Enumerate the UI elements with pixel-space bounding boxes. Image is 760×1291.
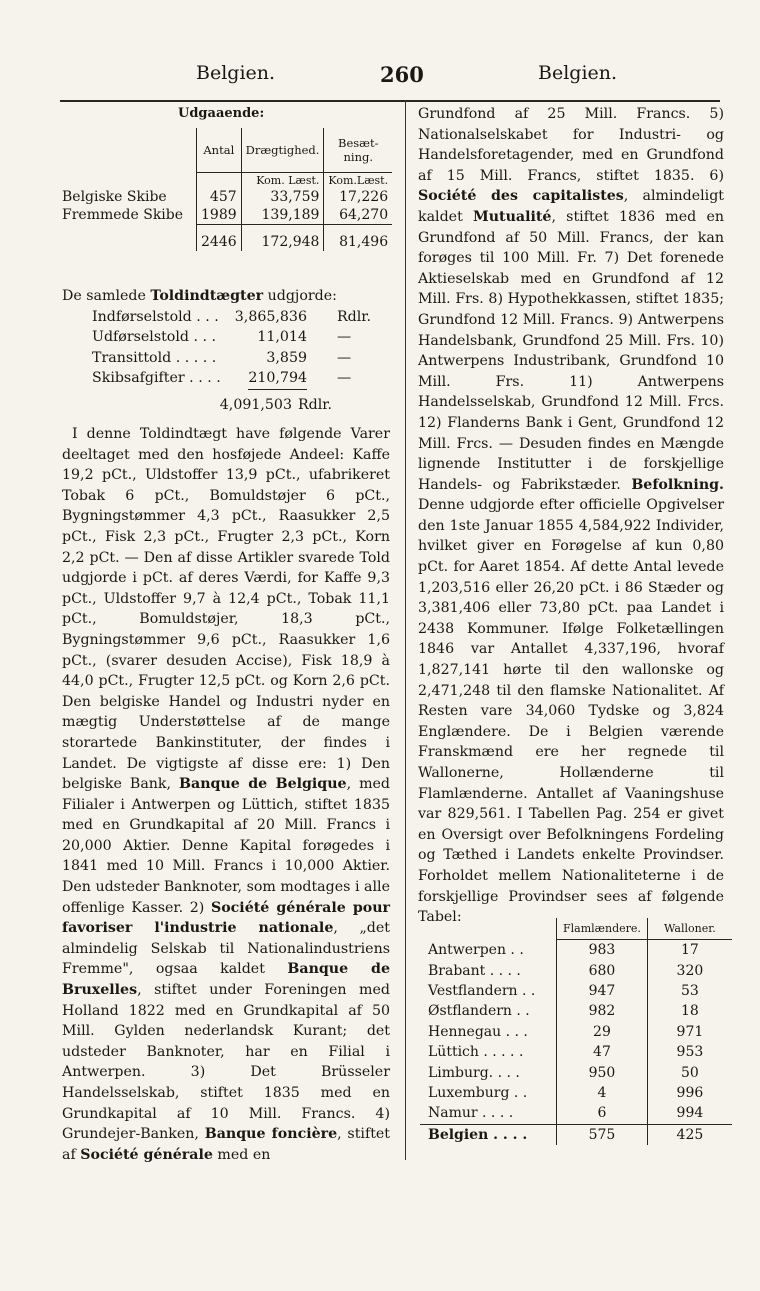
tonnage-header-row (62, 128, 392, 173)
customs-total: 4,091,503 Rdlr. (219, 396, 333, 413)
customs-item: Transittold . . . . . 3,859 — (92, 349, 352, 366)
province-row: Antwerpen . . 983 17 (420, 940, 732, 961)
draegtighed-value: 139,189 (241, 206, 324, 225)
col-besaetning: Besæt-ning. (324, 128, 392, 173)
province-row: Hennegau . . . 29 971 (420, 1022, 732, 1042)
province-row: Luxemburg . . 4 996 (420, 1083, 732, 1103)
besaetning-value: 17,226 (324, 188, 392, 206)
running-head-right: Belgien. (538, 62, 618, 84)
right-body-text: Grundfond af 25 Mill. Francs. 5) Nationalselskabet for Industri- og Handelsforetagender, med en Grundfond af 15 Mill. Francs, stiftet 1835. 6) Société des capitalistes, almindeligt kaldet Mutualité, stiftet 1836 med en Grundfond af 50 Mill. Francs, der kan forøges til 100 Mill. Fr. 7) Det forenede Aktieselskab med en Grundfond af 12 Mill. Frs. 8) Hypothekkassen, stiftet 1835; Grundfond 12 Mill. Francs. 9) Antwerpens Handelsbank, Grundfond 25 Mill. Frs. 10) Antwerpens Industribank, Grundfond 10 Mill. Frs. 11) Antwerpens Handelsselskab, Grundfond 12 Mill. Frcs. 12) Flanderns Bank i Gent, Grundfond 12 Mill. Frcs. — Desuden findes en Mængde lignende Institutter i de forskjellige Handels- og Fabrikstæder. Befolkning. Denne udgjorde efter officielle Opgivelser den 1ste Januar 1855 4,584,922 Individer, hvilket giver en Forøgelse af kun 0,80 pCt. for Aaret 1854. Af dette Antal levede 1,203,516 eller 26,20 pCt. i 86 Stæder og 3,381,406 eller 73,80 pCt. paa Landet i 2438 Kommuner. Ifølge Folketællingen 1846 var Antallet 4,337,196, hvoraf 1,827,141 hørte til den wallonske og 2,471,248 til den flamske Nationalitet. Af Resten vare 34,060 Tydske og 3,824 Englændere. De i Belgien værende Franskmænd ere her regnede til Wallonerne, Hollænderne til Flamlænderne. Antallet af Vaaningshuse var 829,561. I Tabellen Pag. 254 er givet en Oversigt over Befolkningens Fordeling og Tæthed i Landets enkelte Provindser. Forholdet mellem Nationaliteterne i de forskjellige Provindser sees af følgende Tabel: (418, 106, 724, 926)
province-row: Vestflandern . . 947 53 (420, 981, 732, 1001)
tonnage-units-row (62, 173, 392, 189)
besaetning-total: 81,496 (324, 233, 392, 251)
ship-label: Fremmede Skibe (62, 207, 184, 224)
province-row: Lüttich . . . . . 47 953 (420, 1042, 732, 1062)
tonnage-table (62, 128, 392, 251)
unit-kom-laest: Kom. Læst. (241, 173, 324, 189)
running-head-left: Belgien. (196, 62, 276, 84)
province-row: Brabant . . . . 680 320 (420, 960, 732, 980)
draegtighed-value: 33,759 (241, 188, 324, 206)
province-row: Limburg. . . . 950 50 (420, 1062, 732, 1082)
province-row: Namur . . . . 6 994 (420, 1103, 732, 1124)
customs-item: Udførselstold . . . 11,014 — (92, 329, 352, 346)
col-antal: Antal (197, 128, 242, 173)
page-number: 260 (380, 62, 424, 87)
antal-value: 1989 (197, 206, 242, 225)
tonnage-row (62, 188, 392, 206)
tonnage-row (62, 206, 392, 225)
draegtighed-total: 172,948 (241, 233, 324, 251)
antal-value: 457 (197, 188, 242, 206)
unit-kom-laest-2: Kom.Læst. (324, 173, 392, 189)
customs-block (62, 286, 392, 416)
left-body-text: I denne Toldindtægt have følgende Varer deeltaget med den hosføjede Andeel: Kaffe 19,2 pCt., Uldstoffer 13,9 pCt., ufabrikeret Tobak 6 pCt., Bomuldstøjer 6 pCt., Bygningstømmer 4,3 pCt., Raasukker 2,5 pCt., Fisk 2,3 pCt., Frugter 2,3 pCt., Korn 2,2 pCt. — Den af disse Artikler svarede Told udgjorde i pCt. af deres Værdi, for Kaffe 9,3 pCt., Uldstoffer 9,7 à 12,4 pCt., Tobak 11,1 pCt., Bomuldstøjer, 18,3 pCt., Bygningstømmer 9,6 pCt., Raasukker 1,6 pCt., (svarer desuden Accise), Fisk 18,9 à 44,0 pCt., Frugter 12,5 pCt. og Korn 2,6 pCt. Den belgiske Handel og Industri nyder en mægtig Understøttelse af de mange storartede Bankinstituter, der findes i Landet. De vigtigste af disse ere: 1) Den belgiske Bank, Banque de Belgique, med Filialer i Antwerpen og Lüttich, stiftet 1835 med en Grundkapital af 20 Mill. Francs i 20,000 Aktier. Denne Kapital forøgedes i 1841 med 10 Mill. Francs i 10,000 Aktier. Den udsteder Banknoter, som modtages i alle offenlige Kasser. 2) Société générale pour favoriser l'industrie nationale, „det almindelig Selskab til Nationalindustriens Fremme", ogsaa kaldet Banque de Bruxelles, stiftet under Foreningen med Holland 1822 med en Grundkapital af 50 Mill. Gylden nederlandsk Kurant; det udsteder Banknoter, har en Filial i Antwerpen. 3) Det Brüsseler Handelsselskab, stiftet 1835 med en Grundkapital af 10 Mill. Francs. 4) Grundejer-Banken, Banque foncière, stiftet af Société générale med en (62, 426, 391, 1163)
header-rule (60, 100, 720, 102)
province-row: Østflandern . . 982 18 (420, 1001, 732, 1021)
antal-total: 2446 (197, 233, 242, 251)
col-flamlaendere: Flamlændere. (557, 918, 648, 940)
customs-intro: De samlede Toldindtægter udgjorde: (62, 288, 337, 304)
nationality-header-row (420, 918, 732, 940)
customs-item: Indførselstold . . . 3,865,836 Rdlr. (92, 308, 372, 325)
col-walloner: Walloner. (647, 918, 732, 940)
nationality-total-row: Belgien . . . . 575 425 (420, 1124, 732, 1145)
col-draegtighed: Drægtighed. (241, 128, 324, 173)
column-divider (405, 100, 406, 1160)
ship-label: Belgiske Skibe (62, 189, 167, 205)
besaetning-value: 64,270 (324, 206, 392, 225)
nationality-table (420, 918, 732, 1145)
tonnage-total-row (62, 233, 392, 251)
customs-item: Skibsafgifter . . . . 210,794 — (62, 368, 392, 389)
tonnage-heading: Udgaaende: (178, 106, 265, 121)
